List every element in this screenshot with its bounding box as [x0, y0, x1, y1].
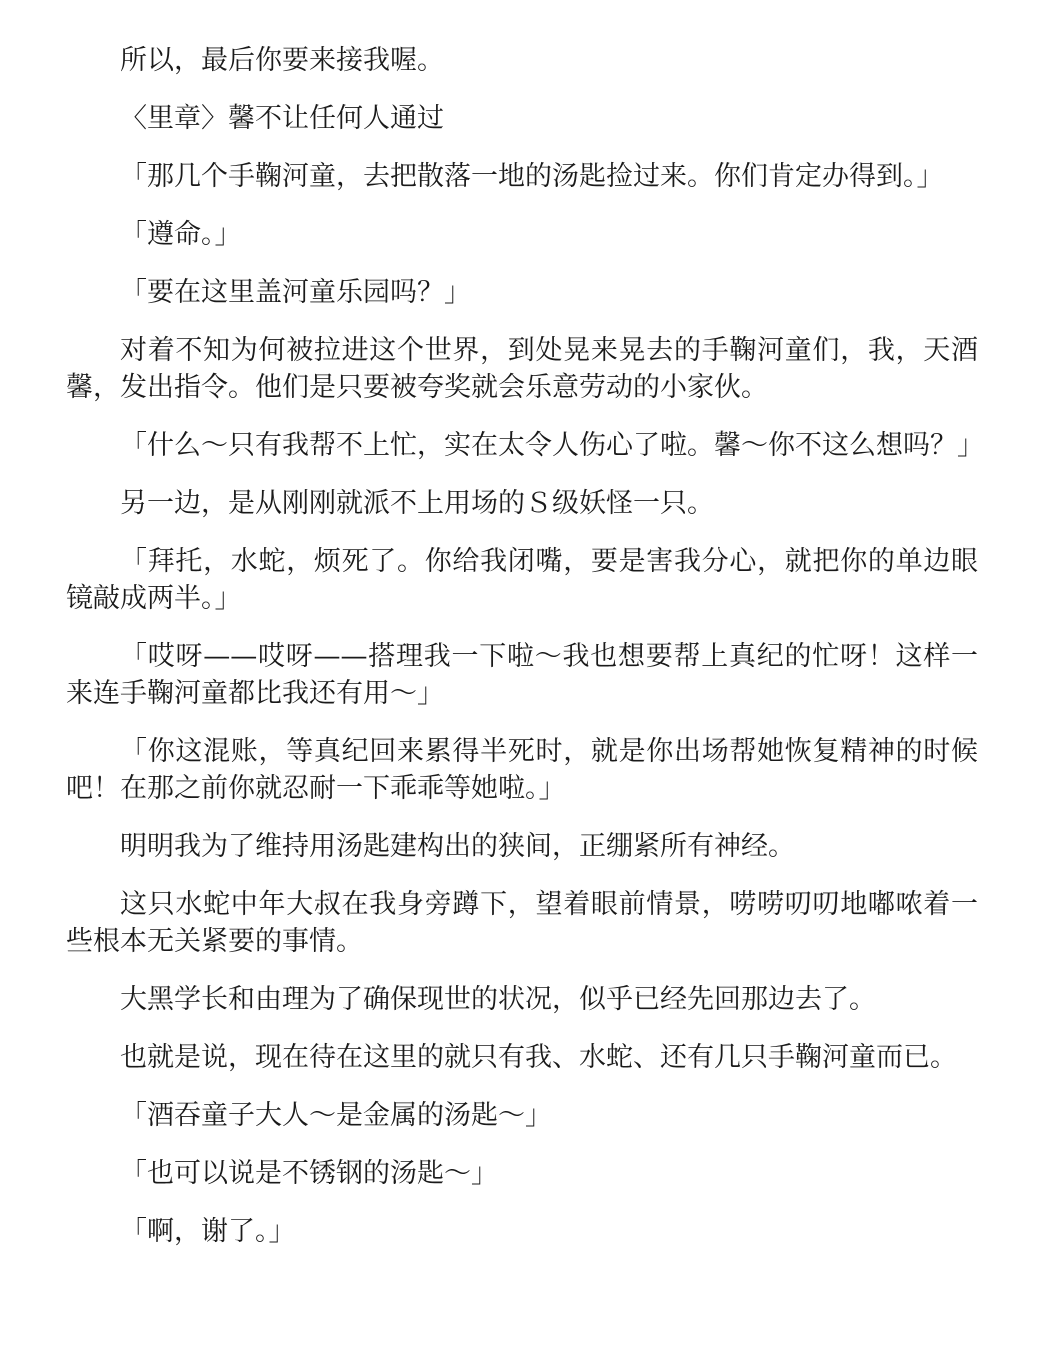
paragraph: 「遵命。」: [120, 219, 242, 250]
paragraph: 大黑学长和由理为了确保现世的状况，似乎已经先回那边去了。: [120, 984, 876, 1015]
paragraph: 「酒吞童子大人～是金属的汤匙～」: [120, 1100, 552, 1131]
paragraph: 对着不知为何被拉进这个世界，到处晃来晃去的手鞠河童们，我，天酒馨，发出指令。他们是只要被夸奖就会乐意劳动的小家伙。: [66, 335, 978, 403]
paragraph: 「哎呀——哎呀——搭理我一下啦～我也想要帮上真纪的忙呀！这样一来连手鞠河童都比我还有用～」: [66, 641, 978, 709]
paragraph: 明明我为了维持用汤匙建构出的狭间，正绷紧所有神经。: [120, 831, 795, 862]
chapter-heading: 〈里章〉馨不让任何人通过: [120, 103, 444, 134]
paragraph: 「那几个手鞠河童，去把散落一地的汤匙捡过来。你们肯定办得到。」: [120, 161, 944, 192]
document-page: [66, 42, 984, 1271]
paragraph: 另一边，是从刚刚就派不上用场的Ｓ级妖怪一只。: [120, 488, 714, 519]
paragraph: 这只水蛇中年大叔在我身旁蹲下，望着眼前情景，唠唠叨叨地嘟哝着一些根本无关紧要的事情。: [66, 889, 978, 957]
paragraph: 「拜托，水蛇，烦死了。你给我闭嘴，要是害我分心，就把你的单边眼镜敲成两半。」: [66, 546, 978, 614]
paragraph: 所以，最后你要来接我喔。: [120, 45, 444, 76]
paragraph: 「啊，谢了。」: [120, 1216, 296, 1247]
paragraph: 也就是说，现在待在这里的就只有我、水蛇、还有几只手鞠河童而已。: [120, 1042, 957, 1073]
paragraph: 「也可以说是不锈钢的汤匙～」: [120, 1158, 498, 1189]
paragraph: 「要在这里盖河童乐园吗？」: [120, 277, 471, 308]
paragraph: 「你这混账，等真纪回来累得半死时，就是你出场帮她恢复精神的时候吧！在那之前你就忍耐一下乖乖等她啦。」: [66, 736, 978, 804]
paragraph: 「什么～只有我帮不上忙，实在太令人伤心了啦。馨～你不这么想吗？」: [120, 430, 984, 461]
